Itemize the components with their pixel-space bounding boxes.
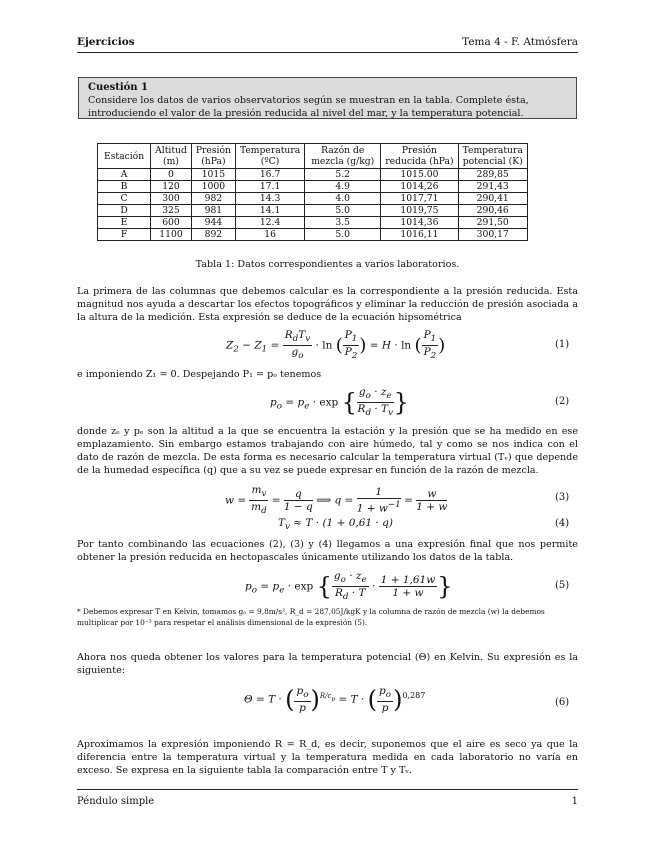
table-row: A 0 1015 16.7 5.2 1015.00 289,85 [98, 169, 528, 181]
paragraph-1: La primera de las columnas que debemos calcular es la correspondiente a la presión reducida. Esta magnitud nos ayuda a descartar los efectos topográficos y eliminar la reducción de presión asociada a la altura de la medición. Esta expresión se deduce de la ecuación hipsométrica [77, 286, 578, 323]
equation-4: $T_v \approx T \cdot (1 + 0,61 \cdot q)$ [278, 517, 393, 533]
table-header-row [98, 144, 528, 169]
footer-left: Péndulo simple [77, 796, 155, 807]
table-header: Altitud (m) [151, 144, 192, 169]
data-table [97, 143, 528, 241]
table-row: F 1100 892 16 5.0 1016,11 300,17 [98, 229, 528, 241]
table-caption: Tabla 1: Datos correspondientes a varios laboratorios. [195, 259, 460, 270]
page-footer [77, 796, 578, 807]
eq-number-2: (2) [555, 396, 570, 407]
page-header [77, 36, 578, 48]
table-row: B 120 1000 17.1 4.9 1014,26 291,43 [98, 181, 528, 193]
question-title: Cuestión 1 [88, 82, 149, 93]
eq-number-3: (3) [555, 492, 570, 503]
paragraph-6: Aproximamos la expresión imponiendo R = R_d, es decir, suponemos que el aire es seco ya que la diferencia entre la temperatura virtual y la temperatura medida en cada laboratorio no varía en exceso. Se expresa en la siguiente tabla la comparación entre T y Tᵥ. [77, 739, 578, 776]
paragraph-4: Por tanto combinando las ecuaciones (2), (3) y (4) llegamos a una expresión final que nos permite obtener la presión reducida en hectopascales únicamente utilizando los datos de la tabla. [77, 539, 578, 563]
table-header: Razón de mezcla (g/kg) [305, 144, 381, 169]
paragraph-3: donde zₑ y pₑ son la altitud a la que se encuentra la estación y la presión que se ha medido en ese emplazamiento. Sin embargo estamos trabajando con aire húmedo, tal y como se nos indica con el dato de razón de mezcla. De esta forma es necesario calcular la temperatura virtual (Tᵥ) que depende de la humedad específica (q) que a su vez se puede expresar en función de la razón de mezcla. [77, 426, 578, 476]
header-rule [77, 52, 578, 53]
equation-6: Θ = T · ( $\frac{p_o}{p}$ )$^{R/c_p}$ = T · ( $\frac{p_o}{p}$ )$^{0,287}$ [244, 685, 426, 715]
footnote-note: * Debemos expresar T en Kelvin, tomamos gₒ = 9,8m/s², R_d = 287,05J/kgK y la columna de razón de mezcla (w) la debemos multiplicar por 10⁻³ para respetar el análisis dimensional de la expresión (5). [77, 607, 545, 627]
eq-number-1: (1) [555, 339, 570, 350]
header-left: Ejercicios [77, 36, 135, 48]
question-box [78, 77, 577, 119]
page-number: 1 [571, 796, 578, 807]
table-header: Estación [98, 144, 151, 169]
equation-1: $Z_2 - Z_1$ = $\frac{R_dT_v}{g_o}$ · ln ( $\frac{P_1}{P_2}$ ) = H · ln ( $\frac{P_1}{P_2}$ ) [226, 329, 446, 362]
eq-number-6: (6) [555, 697, 570, 708]
table-row: D 325 981 14.1 5.0 1019,75 290,46 [98, 205, 528, 217]
question-body: Considere los datos de varios observatorios según se muestran en la tabla. Complete ésta, introduciendo el valor de la presión reducida al nivel del mar, y la temperatura potencial. [88, 95, 529, 119]
table-header: Temperatura (ºC) [235, 144, 304, 169]
equation-3: w = $\frac{m_v}{m_d}$ = $\frac{q}{1 - q}$ ⟹ q = $\frac{1}{1 + w^{-1}}$ = $\frac{w}{1 + w}$ [225, 484, 448, 517]
eq-number-5: (5) [555, 580, 570, 591]
table-row: E 600 944 12.4 3.5 1014,36 291,50 [98, 217, 528, 229]
paragraph-5: Ahora nos queda obtener los valores para la temperatura potencial (Θ) en Kelvin. Su expresión es la siguiente: [77, 652, 578, 676]
equation-2: $p_o = p_e \cdot \exp$ { $\frac{g_o \cdot z_e}{R_d \cdot T_v}$ } [270, 386, 409, 419]
table-row: C 300 982 14.3 4.0 1017,71 290,41 [98, 193, 528, 205]
eq-number-4: (4) [555, 518, 570, 529]
paragraph-2: e imponiendo Z₁ = 0. Despejando P₁ = pₒ tenemos [77, 369, 322, 380]
table-header: Temperatura potencial (K) [458, 144, 527, 169]
table-header: Presión reducida (hPa) [381, 144, 458, 169]
footer-rule [77, 789, 578, 790]
table-header: Presión (hPa) [191, 144, 235, 169]
equation-5: $p_o = p_e \cdot \exp$ { $\frac{g_o \cdot z_e}{R_d \cdot T}$ · $\frac{1 + 1,61w}{1 + w}$ } [245, 570, 453, 603]
header-right: Tema 4 - F. Atmósfera [462, 36, 578, 48]
